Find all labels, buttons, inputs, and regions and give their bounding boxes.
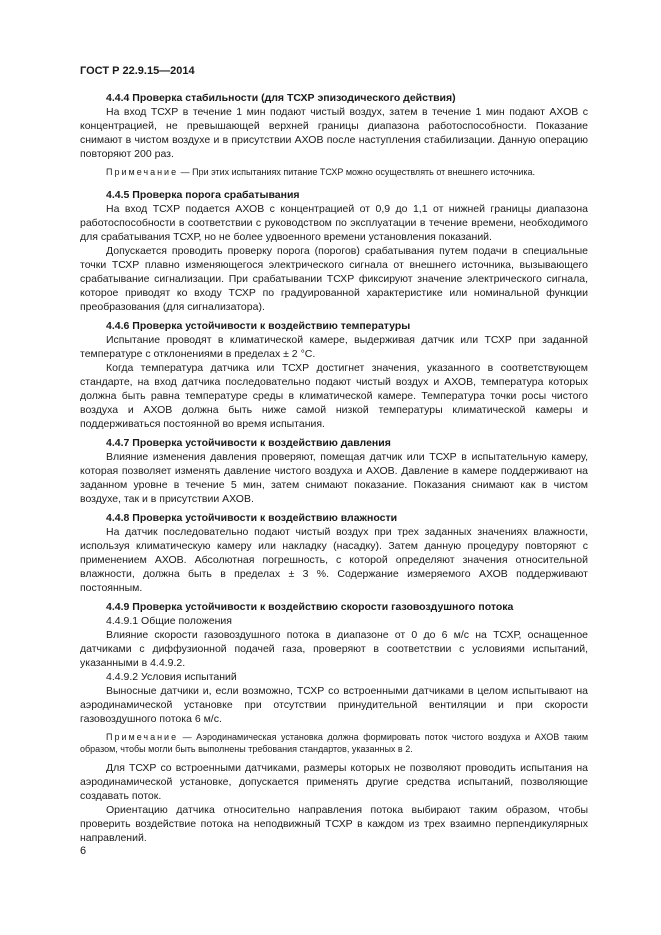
section-heading: 4.4.7 Проверка устойчивости к воздействию давления xyxy=(106,436,391,449)
section-heading: 4.4.4 Проверка стабильности (для ТСХР эпизодического действия) xyxy=(106,92,456,104)
section-heading: 4.4.8 Проверка устойчивости к воздействию влажности xyxy=(106,511,398,524)
section-heading: 4.4.6 Проверка устойчивости к воздействию температуры xyxy=(106,319,411,332)
paragraph: На датчик последовательно подают чистый воздух при трех заданных значениях влажности, используя климатическую камеру или накладку (насадку). Затем данную процедуру повторяют с применением АХОВ. Абсолютная погрешность, с которой определяют значения относительной влажности, должна быть в пределах ± 3 %. Содержание измеряемого АХОВ поддерживают постоянным. xyxy=(80,525,588,594)
subsection-heading: 4.4.9.2 Условия испытаний xyxy=(106,670,237,683)
document-code: ГОСТ Р 22.9.15—2014 xyxy=(80,65,195,77)
note-text: — При этих испытаниях питание ТСХР можно осуществлять от внешнего источника. xyxy=(178,167,536,177)
note-label: Примечание xyxy=(106,731,179,742)
note xyxy=(80,731,588,756)
paragraph: Ориентацию датчика относительно направления потока выбирают таким образом, чтобы проверить воздействие потока на неподвижный ТСХР в каждом из трех взаимно перпендикулярных направлений. xyxy=(80,803,588,844)
section-heading: 4.4.9 Проверка устойчивости к воздействию скорости газовоздушного потока xyxy=(106,600,514,613)
paragraph: На вход ТСХР в течение 1 мин подают чистый воздух, затем в течение 1 мин подают АХОВ с концентрацией, не превышающей верхней границы диапазона работоспособности. Показание снимают в чистом воздухе и в присутствии АХОВ после наступления стабилизации. Данную операцию повторяют 200 раз. xyxy=(80,106,588,160)
section-4-4-9 xyxy=(80,600,588,845)
section-4-4-4 xyxy=(80,91,588,179)
section-4-4-8 xyxy=(80,511,588,595)
subsection-heading: 4.4.9.1 Общие положения xyxy=(106,614,232,627)
section-4-4-7 xyxy=(80,436,588,506)
page-number: 6 xyxy=(80,845,87,857)
note xyxy=(80,166,588,179)
page-body xyxy=(80,91,588,845)
section-heading: 4.4.5 Проверка порога срабатывания xyxy=(106,188,300,201)
paragraph: Для ТСХР со встроенными датчиками, размеры которых не позволяют проводить испытания на аэродинамической установке, допускается применять другие средства испытаний, позволяющие создавать поток. xyxy=(80,761,588,802)
paragraph: На вход ТСХР подается АХОВ с концентрацией от 0,9 до 1,1 от нижней границы диапазона работоспособности в соответствии с руководством по эксплуатации в течение времени, необходимого для срабатывания ТСХР, но не более удвоенного времени установления показаний. xyxy=(80,202,588,243)
note-label: Примечание xyxy=(106,167,179,177)
paragraph: Влияние скорости газовоздушного потока в диапазоне от 0 до 6 м/с на ТСХР, оснащенное датчиками с диффузионной подачей газа, проверяют в соответствии с условиями испытаний, указанными в 4.4.9.2. xyxy=(80,628,588,669)
note-text: — Аэродинамическая установка должна формировать поток чистого воздуха и АХОВ таким образом, чтобы могли быть выполнены требования стандартов, указанных в 2. xyxy=(80,731,588,754)
paragraph: Испытание проводят в климатической камере, выдерживая датчик или ТСХР при заданной температуре с отклонениями в пределах ± 2 °С. xyxy=(80,333,588,360)
section-4-4-5 xyxy=(80,188,588,314)
section-4-4-6 xyxy=(80,319,588,431)
paragraph: Влияние изменения давления проверяют, помещая датчик или ТСХР в испытательную камеру, которая позволяет изменять давление чистого воздуха и АХОВ. Давление в камере поддерживают на заданном уровне в течение 5 мин, затем снимают показание. Показания снимают как в чистом воздухе, так и в присутствии АХОВ. xyxy=(80,450,588,505)
paragraph: Допускается проводить проверку порога (порогов) срабатывания путем подачи в специальные точки ТСХР плавно изменяющегося электрического сигнала от внешнего источника, вызывающего срабатывание сигнализации. При срабатывании ТСХР фиксируют значение электрического сигнала, которое приводят ко входу ТСХР по градуированной характеристике или номинальной функции преобразования (для сигнализатора). xyxy=(80,244,588,313)
paragraph: Выносные датчики и, если возможно, ТСХР со встроенными датчиками в целом испытывают на аэродинамической установке при отсутствии принудительной вентиляции и при скорости газовоздушного потока 6 м/с. xyxy=(80,684,588,725)
paragraph: Когда температура датчика или ТСХР достигнет значения, указанного в соответствующем стандарте, на вход датчика последовательно подают чистый воздух и АХОВ, температура которых должна быть равна температуре среды в климатической камере. Температура точки росы чистого воздуха и АХОВ должна быть ниже самой низкой температуры климатической камеры и поддерживаться постоянной во время испытания. xyxy=(80,361,588,430)
